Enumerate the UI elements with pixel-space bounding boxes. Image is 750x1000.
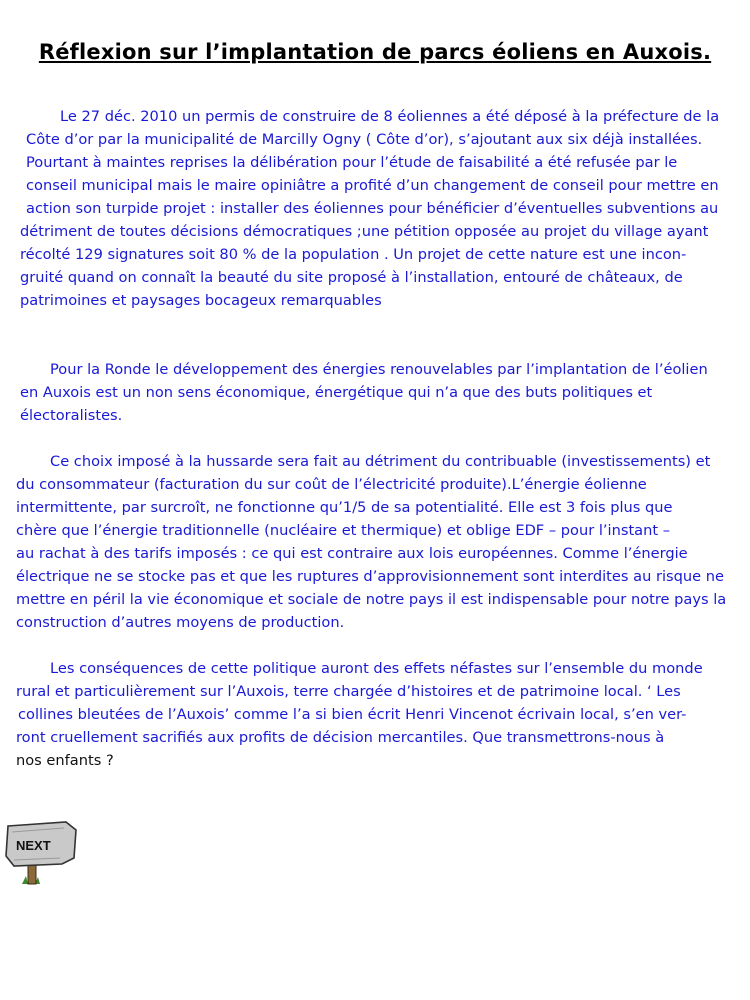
paragraph-line: action son turpide projet : installer des éoliennes pour bénéficier d’éventuelles subventions au bbox=[26, 200, 719, 217]
paragraph-line: conseil municipal mais le maire opiniâtre a profité d’un changement de conseil pour mettre en bbox=[26, 177, 719, 194]
paragraph-line: du consommateur (facturation du sur coût de l’électricité produite).L’énergie éolienne bbox=[16, 476, 647, 493]
paragraph-line: collines bleutées de l’Auxois’ comme l’a si bien écrit Henri Vincenot écrivain local, s’en ver- bbox=[18, 706, 687, 723]
paragraph-line: Côte d’or par la municipalité de Marcilly Ogny ( Côte d’or), s’ajoutant aux six déjà installées. bbox=[26, 131, 703, 148]
paragraph-line: nos enfants ? bbox=[16, 752, 114, 769]
paragraph-line: électoralistes. bbox=[20, 407, 123, 424]
paragraph-line: récolté 129 signatures soit 80 % de la population . Un projet de cette nature est une incon- bbox=[20, 246, 687, 263]
signpost-icon bbox=[4, 818, 80, 886]
paragraph-line: Pour la Ronde le développement des énergies renouvelables par l’implantation de l’éolien bbox=[50, 361, 708, 378]
paragraph-line: rural et particulièrement sur l’Auxois, terre chargée d’histoires et de patrimoine local. ‘ Les bbox=[16, 683, 681, 700]
next-button[interactable] bbox=[4, 818, 80, 886]
paragraph-line: gruité quand on connaît la beauté du site proposé à l’installation, entouré de châteaux, de bbox=[20, 269, 683, 286]
paragraph-line: ront cruellement sacrifiés aux profits de décision mercantiles. Que transmettrons-nous à bbox=[16, 729, 665, 746]
paragraph-line: intermittente, par surcroît, ne fonctionne qu’1/5 de sa potentialité. Elle est 3 fois plus que bbox=[16, 499, 673, 516]
paragraph-line: chère que l’énergie traditionnelle (nucléaire et thermique) et oblige EDF – pour l’instant – bbox=[16, 522, 671, 539]
page-title: Réflexion sur l’implantation de parcs éoliens en Auxois. bbox=[38, 40, 712, 64]
paragraph-line: en Auxois est un non sens économique, énergétique qui n’a que des buts politiques et bbox=[20, 384, 653, 401]
paragraph-line: Pourtant à maintes reprises la délibération pour l’étude de faisabilité a été refusée par le bbox=[26, 154, 678, 171]
paragraph-line: Ce choix imposé à la hussarde sera fait au détriment du contribuable (investissements) et bbox=[50, 453, 711, 470]
next-label: NEXT bbox=[16, 838, 51, 853]
paragraph-line: mettre en péril la vie économique et sociale de notre pays il est indispensable pour notre pays la bbox=[16, 591, 727, 608]
paragraph-line: au rachat à des tarifs imposés : ce qui est contraire aux lois européennes. Comme l’énergie bbox=[16, 545, 688, 562]
paragraph-line: électrique ne se stocke pas et que les ruptures d’approvisionnement sont interdites au risque ne bbox=[16, 568, 724, 585]
paragraph-line: Les conséquences de cette politique auront des effets néfastes sur l’ensemble du monde bbox=[50, 660, 703, 677]
paragraph-line: détriment de toutes décisions démocratiques ;une pétition opposée au projet du village ayant bbox=[20, 223, 709, 240]
paragraph-line: construction d’autres moyens de production. bbox=[16, 614, 345, 631]
paragraph-line: patrimoines et paysages bocageux remarquables bbox=[20, 292, 382, 309]
paragraph-line: Le 27 déc. 2010 un permis de construire de 8 éoliennes a été déposé à la préfecture de la bbox=[60, 108, 720, 125]
